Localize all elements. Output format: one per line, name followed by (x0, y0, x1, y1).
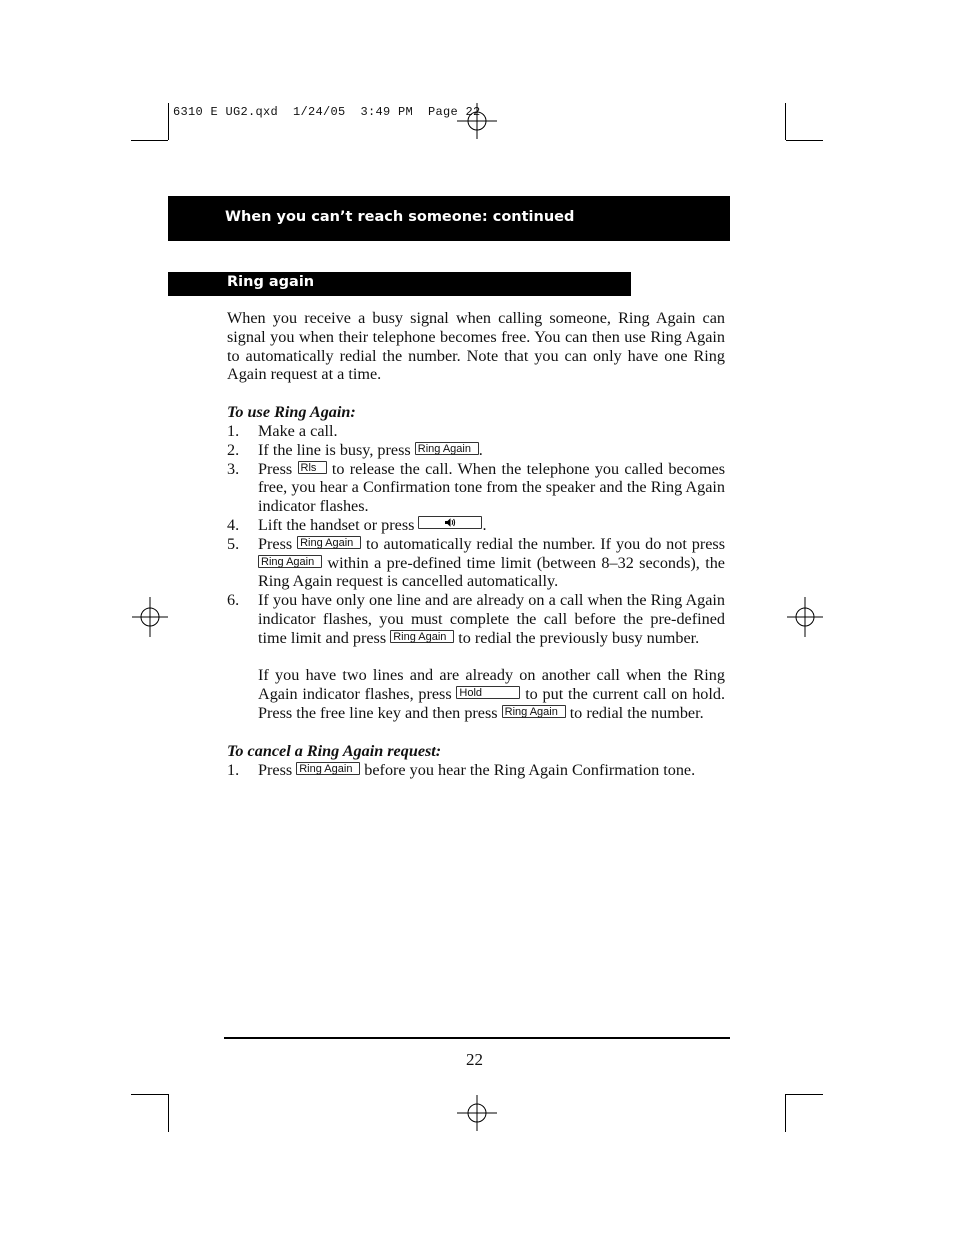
section-title: Ring again (227, 274, 315, 290)
hold-key[interactable]: Hold (456, 686, 520, 699)
list-item: 2. If the line is busy, press Ring Again . (227, 440, 483, 459)
chapter-title: When you can’t reach someone: continued (225, 209, 575, 225)
list-item: 1. Press Ring Again before you hear the Ring Again Confirmation tone. (227, 760, 696, 779)
registration-mark-icon (785, 597, 825, 637)
use-heading: To use Ring Again: (227, 403, 356, 422)
crop-mark (786, 140, 823, 141)
cancel-heading: To cancel a Ring Again request: (227, 741, 442, 760)
list-item: 1. Make a call. (227, 421, 338, 440)
crop-mark (786, 1094, 823, 1095)
body-content (227, 309, 725, 779)
use-steps (227, 422, 725, 723)
crop-mark (785, 1094, 786, 1132)
crop-mark (131, 1094, 168, 1095)
list-item: 4. Lift the handset or press . (227, 515, 487, 534)
footer-rule (224, 1037, 730, 1039)
release-key[interactable]: Rls (298, 461, 327, 474)
crop-mark (785, 103, 786, 140)
ring-again-key[interactable]: Ring Again (390, 630, 454, 643)
page-number: 22 (466, 1050, 483, 1069)
registration-mark-icon (130, 597, 170, 637)
ring-again-key[interactable]: Ring Again (296, 762, 360, 775)
cancel-steps (227, 761, 725, 780)
list-item: 5. Press Ring Again to automatically redial the number. If you do not press Ring Again within a pre-defined time limit (between 8–32 seconds), the Ring Again request is cancelled automatically. (227, 534, 726, 591)
crop-mark (131, 140, 168, 141)
ring-again-key[interactable]: Ring Again (502, 705, 566, 718)
print-slug: 6310 E UG2.qxd 1/24/05 3:49 PM Page 22 (173, 105, 481, 119)
registration-mark-icon (457, 101, 497, 141)
section-bar (168, 272, 631, 296)
chapter-banner (168, 196, 730, 241)
speaker-icon (444, 517, 456, 528)
two-line-paragraph: If you have two lines and are already on another call when the Ring Again indicator flashes, press Hold to put the current call on hold. Press the free line key and then press Ring Again to redial the number. (258, 666, 726, 722)
list-item: 6. If you have only one line and are already on a call when the Ring Again indicator flashes, you must complete the call before the pre-defined time limit and press Ring Again to redial the previously busy number. If you have two lines and are already on another call when the Ring Again indicator flashes, press Hold to put the current call on hold. Press the free line key and then press Ring Again to redial the number. (227, 591, 726, 722)
ring-again-key[interactable]: Ring Again (258, 555, 322, 568)
speaker-key[interactable] (418, 516, 482, 529)
intro-paragraph: When you receive a busy signal when calling someone, Ring Again can signal you when their telephone becomes free. You can then use Ring Again to automatically redial the number. Note that you can only have one Ring Again request at a time. (227, 309, 725, 384)
registration-mark-icon (457, 1093, 497, 1133)
list-item: 3. Press Rls to release the call. When the telephone you called becomes free, you hear a Confirmation tone from the speaker and the Ring Again indicator flashes. (227, 459, 726, 516)
crop-mark (168, 103, 169, 140)
ring-again-key[interactable]: Ring Again (297, 536, 361, 549)
ring-again-key[interactable]: Ring Again (415, 442, 479, 455)
crop-mark (168, 1094, 169, 1132)
